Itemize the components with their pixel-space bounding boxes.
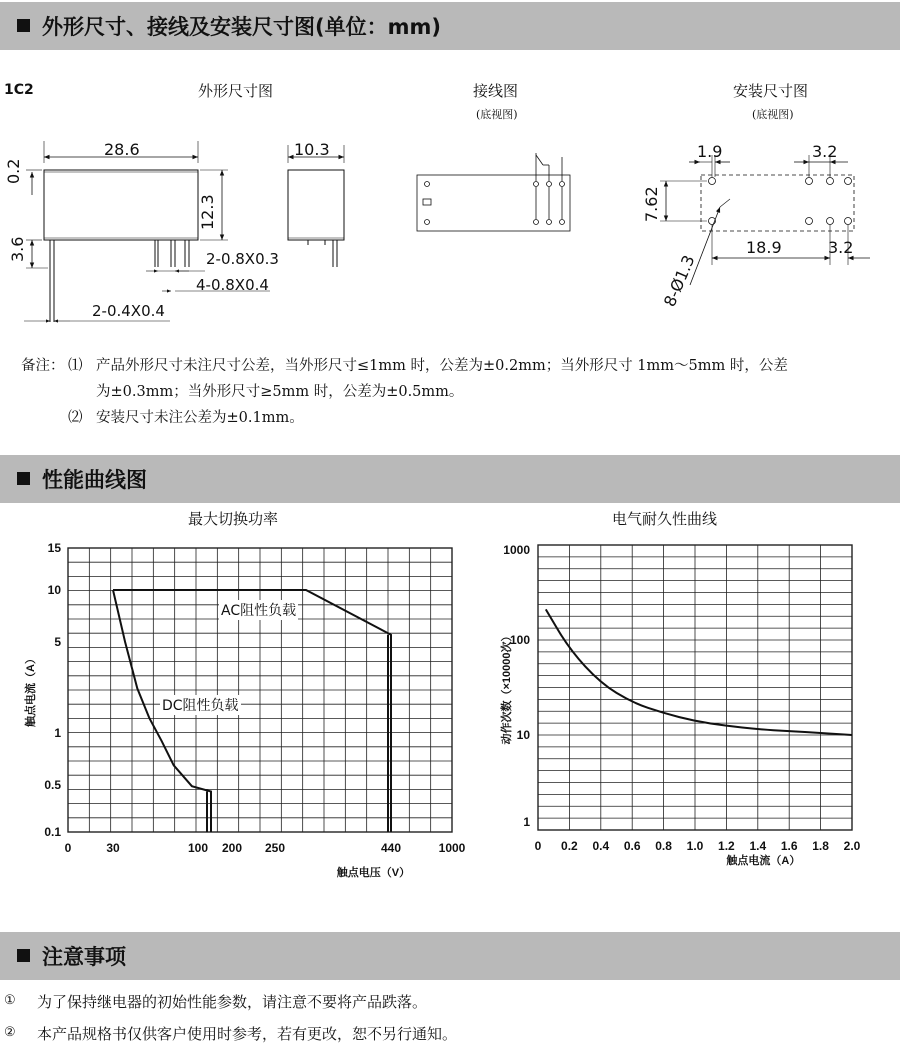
y-tick-label: 10 xyxy=(47,583,61,597)
x-tick-label: 0 xyxy=(534,839,542,853)
chart2-title: 电气耐久性曲线 xyxy=(612,510,718,528)
y-tick-label: 5 xyxy=(54,635,61,649)
dim-0-2: 0.2 xyxy=(4,158,23,184)
y-axis-label: 动作次数（×10000次） xyxy=(501,630,513,745)
dim-2-0-8: 2-0.8X0.3 xyxy=(206,250,279,268)
x-axis-label: 触点电压（V） xyxy=(336,867,411,879)
section-bullet-icon xyxy=(17,472,30,485)
x-tick-label: 0.6 xyxy=(623,839,641,853)
ac-load-curve xyxy=(113,590,391,832)
x-axis-label: 触点电流（A） xyxy=(726,855,801,867)
section-title: 注意事项 xyxy=(42,945,126,969)
dim-7-62: 7.62 xyxy=(642,186,661,222)
remark-2-num: ⑵ xyxy=(68,410,83,426)
dim-3-2-bottom: 3.2 xyxy=(828,238,854,257)
y-tick-label: 0.5 xyxy=(44,778,61,792)
dim-2-0-4: 2-0.4X0.4 xyxy=(92,302,165,320)
wiring-diagram xyxy=(417,153,570,231)
dim-1-9: 1.9 xyxy=(697,142,723,161)
chart1-title: 最大切换功率 xyxy=(188,510,279,528)
dim-4-0-8: 4-0.8X0.4 xyxy=(196,276,269,294)
dc-load-label: DC阻性负载 xyxy=(160,695,241,715)
y-tick-label: 100 xyxy=(509,633,530,647)
remark-1-num: ⑴ xyxy=(68,358,83,374)
y-tick-label: 0.1 xyxy=(44,825,61,839)
x-tick-label: 1.4 xyxy=(749,839,767,853)
x-tick-label: 0.2 xyxy=(561,839,578,853)
x-tick-label: 1.8 xyxy=(812,839,829,853)
ac-load-label: AC阻性负载 xyxy=(219,600,298,620)
section-bullet-icon xyxy=(17,19,30,32)
section-bar-dimensions xyxy=(0,2,900,50)
y-axis-label: 触点电流（A） xyxy=(25,653,37,727)
front-view xyxy=(24,141,270,322)
note-2-text: 本产品规格书仅供客户使用时参考，若有更改，恕不另行通知。 xyxy=(37,1025,458,1043)
y-tick-label: 1 xyxy=(523,815,530,829)
x-tick-label: 440 xyxy=(380,841,402,855)
y-tick-label: 1000 xyxy=(503,543,530,557)
mount-title: 安装尺寸图 xyxy=(733,82,809,100)
note-1-num: ① xyxy=(4,993,16,1008)
note-1-text: 为了保持继电器的初始性能参数，请注意不要将产品跌落。 xyxy=(37,993,428,1011)
dim-18-9: 18.9 xyxy=(746,238,782,257)
mount-subtitle: (底视图) xyxy=(752,108,794,121)
remark-1-text: 产品外形尺寸未注尺寸公差，当外形尺寸≤1mm 时，公差为±0.2mm；当外形尺寸 1mm～5mm 时，公差 xyxy=(96,358,788,374)
chart-electrical-endurance xyxy=(480,530,900,890)
x-tick-label: 1.2 xyxy=(718,839,735,853)
x-tick-label: 100 xyxy=(187,841,209,855)
x-tick-label: 250 xyxy=(264,841,286,855)
remarks-label: 备注： xyxy=(21,358,65,374)
x-tick-label: 0.4 xyxy=(592,839,610,853)
side-view xyxy=(288,145,344,267)
note-2-num: ② xyxy=(4,1025,16,1040)
x-tick-label: 1.6 xyxy=(780,839,798,853)
x-tick-label: 30 xyxy=(106,841,120,855)
x-tick-label: 1000 xyxy=(438,841,466,855)
remark-2-text: 安装尺寸未注公差为±0.1mm。 xyxy=(96,410,304,426)
x-tick-label: 0 xyxy=(64,841,72,855)
section-bar-notes xyxy=(0,932,900,980)
outline-title: 外形尺寸图 xyxy=(198,82,274,100)
remark-1-text-cont: 为±0.3mm；当外形尺寸≥5mm 时，公差为±0.5mm。 xyxy=(96,384,464,400)
dim-12-3: 12.3 xyxy=(198,194,217,230)
section-bullet-icon xyxy=(17,949,30,962)
dim-28-6: 28.6 xyxy=(104,140,140,159)
section-title: 外形尺寸、接线及安装尺寸图(单位：mm) xyxy=(42,15,441,39)
wiring-subtitle: (底视图) xyxy=(476,108,518,121)
dim-8-hole: 8-Ø1.3 xyxy=(660,252,699,310)
x-tick-label: 1.0 xyxy=(686,839,704,853)
y-tick-label: 1 xyxy=(54,726,61,740)
x-tick-label: 2.0 xyxy=(843,839,861,853)
model-label: 1C2 xyxy=(4,82,34,98)
x-tick-label: 200 xyxy=(221,841,243,855)
dim-10-3: 10.3 xyxy=(294,140,330,159)
wiring-title: 接线图 xyxy=(473,82,519,100)
x-tick-label: 0.8 xyxy=(655,839,672,853)
y-tick-label: 10 xyxy=(516,728,530,742)
dim-3-6: 3.6 xyxy=(8,236,27,262)
dim-3-2-top: 3.2 xyxy=(812,142,838,161)
section-bar-curves xyxy=(0,455,900,503)
section-title: 性能曲线图 xyxy=(42,468,147,492)
y-tick-label: 15 xyxy=(47,541,61,555)
